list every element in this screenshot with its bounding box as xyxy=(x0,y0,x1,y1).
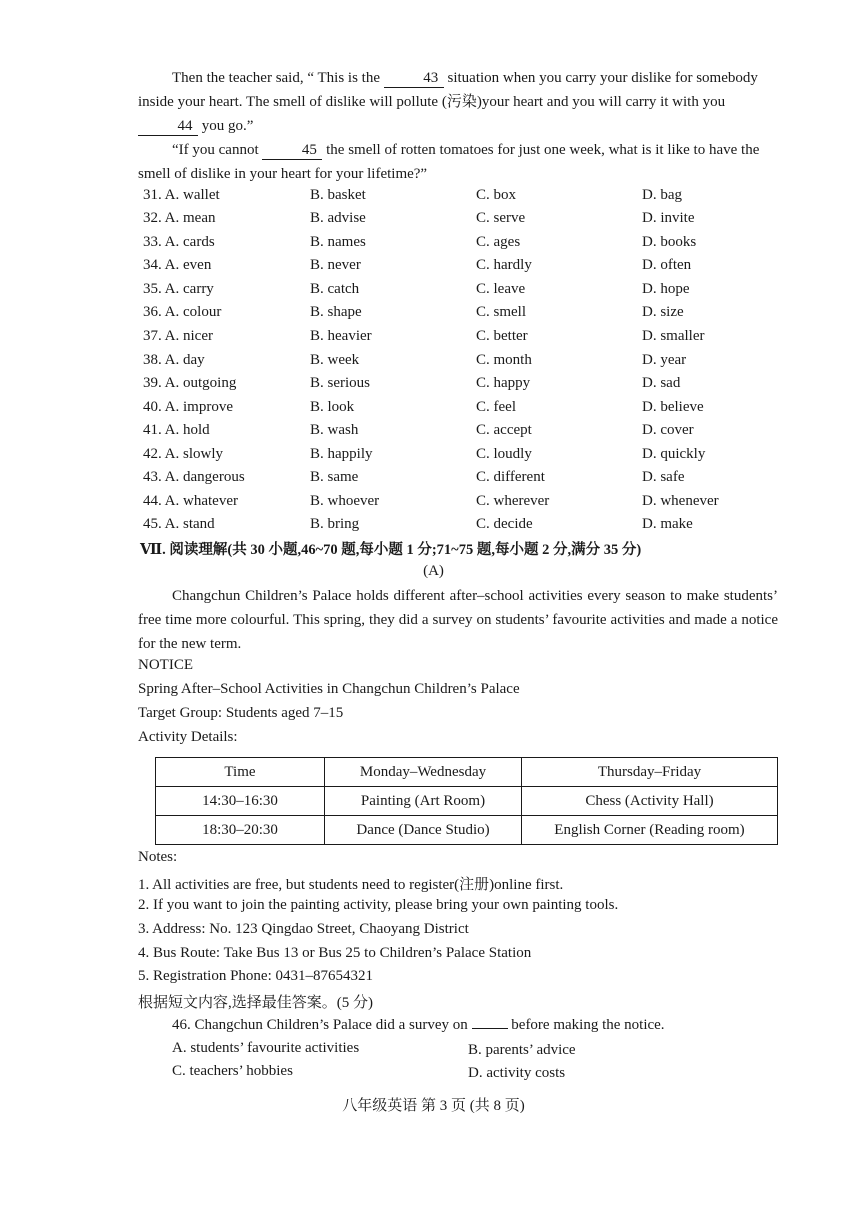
table-header-cell: Thursday–Friday xyxy=(522,758,778,787)
option-a: A. students’ favourite activities xyxy=(172,1040,360,1056)
notes-label: Notes: xyxy=(138,849,178,865)
blank-44: 44 xyxy=(138,117,198,136)
page-footer: 八年级英语 第 3 页 (共 8 页) xyxy=(342,1098,525,1114)
notice-subtitle: Spring After–School Activities in Changchun Children’s Palace xyxy=(138,681,520,697)
option-b: B. parents’ advice xyxy=(468,1042,576,1058)
option-row: 36. A. colour B. shape C. smell D. size xyxy=(143,304,684,320)
table-header-row xyxy=(156,758,778,787)
note-item: 5. Registration Phone: 0431–87654321 xyxy=(138,968,373,984)
table-row xyxy=(156,816,778,845)
activity-schedule-table xyxy=(155,757,778,845)
note-item: 3. Address: No. 123 Qingdao Street, Chaoyang District xyxy=(138,921,469,937)
note-item: 4. Bus Route: Take Bus 13 or Bus 25 to Children’s Palace Station xyxy=(138,945,532,961)
option-c: C. teachers’ hobbies xyxy=(172,1063,293,1079)
section-heading: Ⅶ. 阅读理解(共 30 小题,46~70 题,每小题 1 分;71~75 题,每小题 2 分,满分 35 分) xyxy=(140,542,642,558)
answer-blank xyxy=(472,1028,508,1029)
passage-part-label: (A) xyxy=(423,563,444,579)
question-46: 46. Changchun Children’s Palace did a survey on before making the notice. xyxy=(172,1017,665,1033)
note-item: 1. All activities are free, but students need to register(注册)online first. xyxy=(138,877,564,893)
blank-45: 45 xyxy=(262,141,322,160)
note-item: 2. If you want to join the painting activity, please bring your own painting tools. xyxy=(138,897,619,913)
option-row: 42. A. slowly B. happily C. loudly D. quickly xyxy=(143,446,706,462)
activity-details-label: Activity Details: xyxy=(138,729,238,745)
option-row: 35. A. carry B. catch C. leave D. hope xyxy=(143,281,690,297)
option-row: 31. A. wallet B. basket C. box D. bag xyxy=(143,187,682,203)
option-row: 34. A. even B. never C. hardly D. often xyxy=(143,257,692,273)
reading-intro: Changchun Children’s Palace holds different after–school activities every season to make students’ free time more colourful. This spring, they did a survey on students’ favourite activities and made a notice for the new term. xyxy=(138,588,778,652)
option-row: 32. A. mean B. advise C. serve D. invite xyxy=(143,210,695,226)
option-row: 45. A. stand B. bring C. decide D. make xyxy=(143,516,693,532)
option-row: 44. A. whatever B. whoever C. wherever D. whenever xyxy=(143,493,719,509)
notice-title: NOTICE xyxy=(138,657,193,673)
table-cell: 14:30–16:30 xyxy=(156,787,325,816)
option-row: 39. A. outgoing B. serious C. happy D. sad xyxy=(143,375,681,391)
table-row xyxy=(156,787,778,816)
option-row: 33. A. cards B. names C. ages D. books xyxy=(143,234,697,250)
option-row: 38. A. day B. week C. month D. year xyxy=(143,352,687,368)
table-header-cell: Monday–Wednesday xyxy=(325,758,522,787)
table-header-cell: Time xyxy=(156,758,325,787)
blank-43: 43 xyxy=(384,69,444,88)
option-row: 37. A. nicer B. heavier C. better D. smaller xyxy=(143,328,705,344)
option-row: 40. A. improve B. look C. feel D. believe xyxy=(143,399,704,415)
table-cell: 18:30–20:30 xyxy=(156,816,325,845)
notice-target-group: Target Group: Students aged 7–15 xyxy=(138,705,344,721)
option-row: 41. A. hold B. wash C. accept D. cover xyxy=(143,422,694,438)
table-cell: English Corner (Reading room) xyxy=(522,816,778,845)
question-instruction: 根据短文内容,选择最佳答案。(5 分) xyxy=(138,995,373,1011)
option-row: 43. A. dangerous B. same C. different D. safe xyxy=(143,469,685,485)
passage-paragraph-1: Then the teacher said, “ This is the 43 situation when you carry your dislike for somebody inside your heart. The smell of dislike will pollute (污染)your heart and you will carry it with you 44 you go.” xyxy=(138,70,758,134)
table-cell: Dance (Dance Studio) xyxy=(325,816,522,845)
passage-paragraph-2: “If you cannot 45 the smell of rotten tomatoes for just one week, what is it like to have the smell of dislike in your heart for your lifetime?” xyxy=(138,142,760,182)
option-d: D. activity costs xyxy=(468,1065,566,1081)
table-cell: Chess (Activity Hall) xyxy=(522,787,778,816)
table-cell: Painting (Art Room) xyxy=(325,787,522,816)
